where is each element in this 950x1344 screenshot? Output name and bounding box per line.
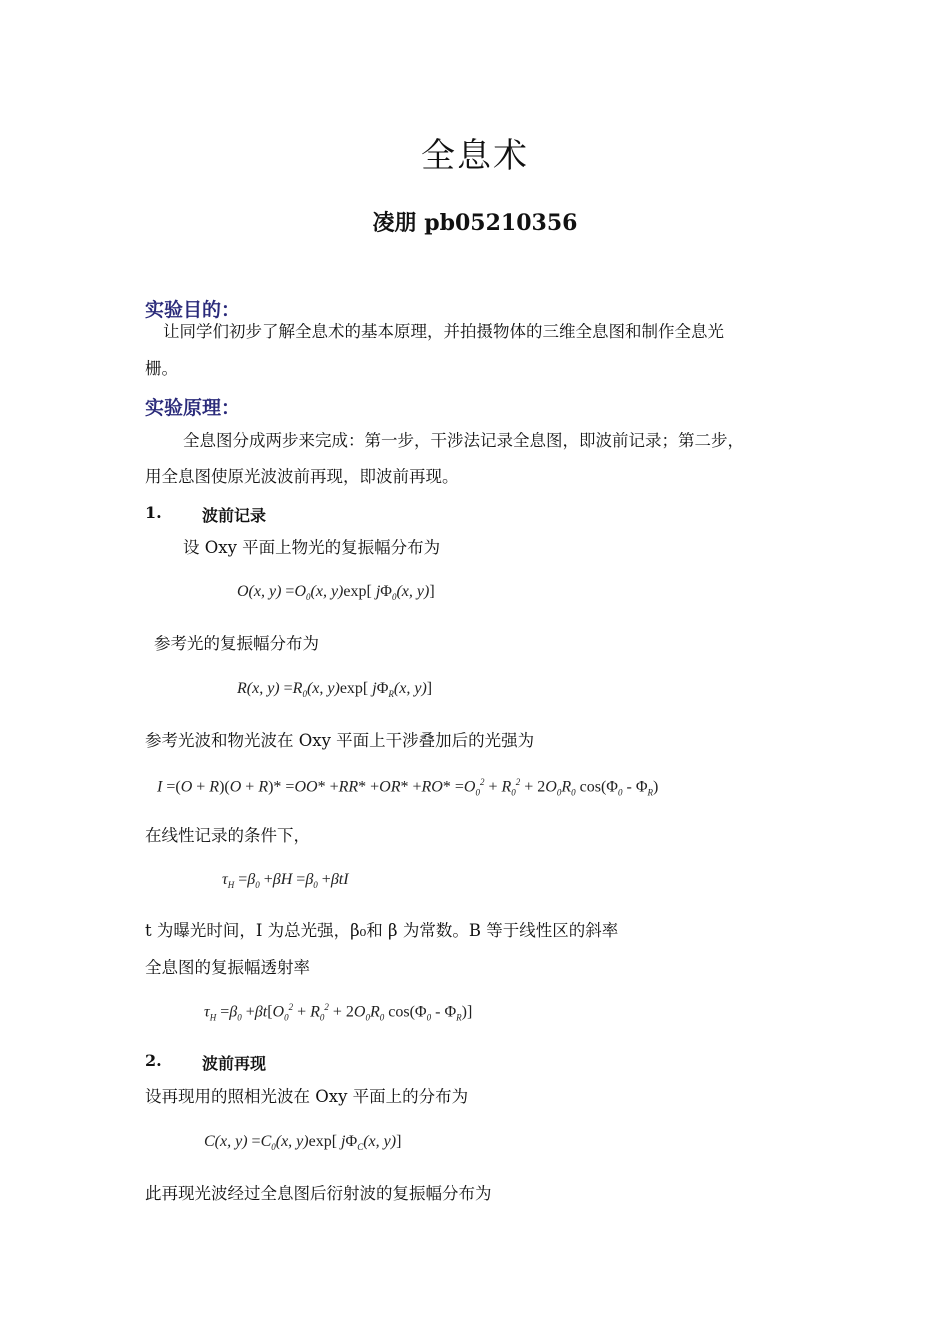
reference-wave-text: 参考光的复振幅分布为 bbox=[154, 634, 319, 653]
part2-number: 2. bbox=[145, 1051, 162, 1070]
purpose-heading: 实验目的： bbox=[145, 299, 241, 321]
transmittance-formula-1: $\tau_H =\beta_0 +\beta H =\beta_0 +\beta tI$ bbox=[222, 871, 349, 891]
principle-heading: 实验原理： bbox=[145, 397, 241, 419]
interference-text: 参考光波和物光波在 Oxy 平面上干涉叠加后的光强为 bbox=[145, 731, 535, 750]
part2-heading: 波前再现 bbox=[202, 1054, 267, 1073]
author-line: 凌朋 pb05210356 bbox=[372, 210, 578, 236]
object-wave-text: 设 Oxy 平面上物光的复振幅分布为 bbox=[183, 538, 441, 557]
purpose-text-line1: 让同学们初步了解全息术的基本原理，并拍摄物体的三维全息图和制作全息光 bbox=[163, 322, 724, 341]
transmittance-text: 全息图的复振幅透射率 bbox=[145, 958, 310, 977]
document-title: 全息术 bbox=[421, 136, 529, 176]
illumination-formula: C(x, $y) =C_0(x$, y)exp[ $j\Phi_C(x$, y)] bbox=[204, 1133, 402, 1153]
part1-number: 1. bbox=[145, 503, 162, 522]
principle-text-line1: 全息图分成两步来完成：第一步，干涉法记录全息图，即波前记录；第二步， bbox=[183, 431, 744, 450]
transmittance-formula-2: $\tau_H =\beta_0 +\beta t[O_0^2 + R_0^2 + 2O_0R_0$ $\cos(\Phi_0 - \Phi_R)$] bbox=[204, 1002, 473, 1023]
purpose-text-line2: 栅。 bbox=[145, 359, 178, 378]
part1-heading: 波前记录 bbox=[202, 506, 267, 525]
diffraction-text: 此再现光波经过全息图后衍射波的复振幅分布为 bbox=[145, 1184, 492, 1203]
reference-wave-formula: R(x, $y) =R_0(x$, y)exp[ $j\Phi_R(x$, y)] bbox=[237, 680, 433, 700]
linear-condition-text: 在线性记录的条件下， bbox=[145, 826, 310, 845]
object-wave-formula: O(x, $y) =O_0(x$, y)exp[ $j\Phi_0(x$, y)] bbox=[237, 583, 435, 603]
illumination-text: 设再现用的照相光波在 Oxy 平面上的分布为 bbox=[145, 1087, 469, 1106]
intensity-formula: $I =(O + R)(O + R)* =OO* +RR* +OR* +RO* =O_0^2 + R_0^2 + 2O_0R_0$ $\cos(\Phi_0 - \Phi_R)$ bbox=[157, 777, 659, 798]
principle-text-line2: 用全息图使原光波波前再现，即波前再现。 bbox=[145, 467, 459, 486]
parameter-text: t 为曝光时间，I 为总光强，β₀和 β 为常数。B 等于线性区的斜率 bbox=[145, 921, 619, 940]
